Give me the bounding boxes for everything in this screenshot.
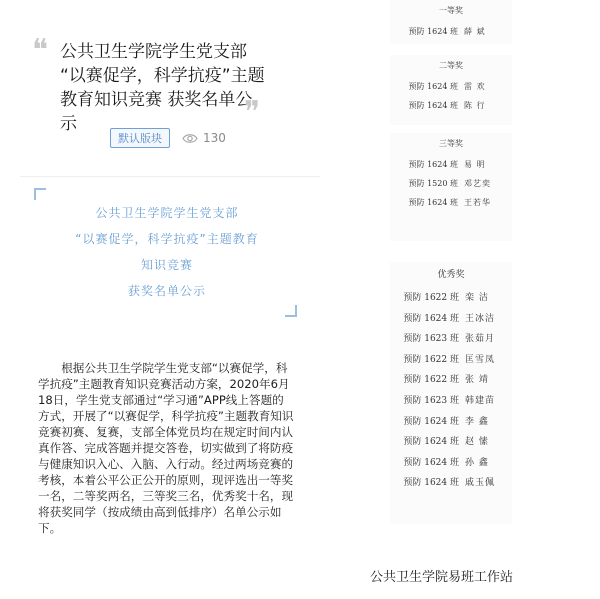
view-count: 130 — [203, 131, 226, 145]
winner-class: 预防 1624 班 — [403, 478, 459, 489]
award-section-first — [390, 0, 512, 44]
winner-class: 预防 1624 班 — [408, 101, 458, 110]
winner-class: 预防 1624 班 — [408, 82, 458, 91]
winner-row — [390, 350, 512, 371]
footer-signature: 公共卫生学院易班工作站 — [370, 570, 514, 585]
winner-class: 预防 1624 班 — [403, 437, 459, 448]
winner-class: 预防 1624 班 — [408, 27, 458, 36]
article-title: 公共卫生学院学生党支部 “以赛促学，科学抗疫”主题教育知识竞赛 获奖名单公示 — [60, 42, 265, 134]
open-quote-mark: ❝ — [32, 33, 49, 68]
column-badge[interactable]: 默认版块 — [110, 128, 170, 148]
poster-corner-bottom-right — [285, 305, 297, 317]
poster-title-block — [40, 200, 294, 304]
poster-line: 知识竞赛 — [140, 258, 193, 272]
winner-row — [390, 391, 512, 412]
winner-name: 邓艺奕 — [464, 179, 491, 188]
winner-name: 赵 愫 — [465, 437, 489, 448]
winner-row — [390, 22, 512, 41]
winner-name: 李 鑫 — [465, 416, 489, 427]
winner-name: 匡雪凤 — [465, 354, 496, 365]
award-title: 优秀奖 — [437, 270, 465, 280]
winner-class: 预防 1624 班 — [403, 416, 459, 427]
winner-row — [390, 155, 512, 174]
winner-class: 预防 1622 班 — [403, 293, 459, 303]
winner-row — [390, 412, 512, 433]
winner-name: 易 明 — [464, 160, 486, 169]
winner-class: 预防 1623 班 — [403, 334, 459, 345]
winner-name: 雷 欢 — [464, 82, 486, 91]
header-divider — [20, 176, 320, 177]
winner-row — [390, 309, 512, 330]
winner-row — [390, 96, 512, 115]
poster-line: “以赛促学，科学抗疫”主题教育 — [75, 232, 259, 246]
winner-class: 预防 1624 班 — [403, 457, 459, 468]
winner-class: 预防 1622 班 — [403, 375, 459, 386]
award-section-excellence — [390, 262, 512, 524]
winner-class: 预防 1624 班 — [408, 160, 458, 169]
award-section-second — [390, 55, 512, 125]
award-title: 二等奖 — [439, 61, 463, 70]
winner-name: 薛 斌 — [464, 27, 486, 36]
winner-row — [390, 77, 512, 96]
poster-line: 公共卫生学院学生党支部 — [95, 206, 239, 220]
winner-row — [390, 473, 512, 494]
winner-class: 预防 1623 班 — [403, 395, 459, 406]
winner-class: 预防 1624 班 — [403, 313, 459, 324]
winner-name: 栾 洁 — [465, 293, 489, 303]
close-quote-mark: ❞ — [244, 95, 261, 130]
winner-name: 张茹月 — [465, 334, 496, 345]
winner-name: 王冰洁 — [465, 313, 496, 324]
winner-class: 预防 1520 班 — [408, 179, 458, 188]
winner-name: 孙 鑫 — [465, 457, 489, 468]
winner-row — [390, 370, 512, 391]
winner-row — [390, 453, 512, 474]
winner-row — [390, 432, 512, 453]
winner-row — [390, 174, 512, 193]
winner-name: 张 靖 — [465, 375, 489, 386]
winner-class: 预防 1624 班 — [408, 198, 458, 207]
winner-name: 王若华 — [464, 198, 491, 207]
award-title: 一等奖 — [439, 6, 463, 15]
poster-line: 获奖名单公示 — [127, 284, 206, 298]
winner-row — [390, 288, 512, 309]
winner-row — [390, 329, 512, 350]
winner-name: 陈 行 — [464, 101, 486, 110]
winner-row — [390, 193, 512, 212]
announcement-paragraph: 根据公共卫生学院学生党支部“以赛促学，科学抗疫”主题教育知识竞赛活动方案，2020年6月18日，学生党支部通过“学习通”APP线上答题的方式，开展了“以赛促学，科学抗疫”主题教育知识竞赛初赛、复赛，支部全体党员均在规定时间内认真作答、完成答题并提交答卷，切实做到了将防疫与健康知识入心、入脑、入行动。经过两场竞赛的考核，本着公平公正公开的原则，现评选出一等奖一名，二等奖两名，三等奖三名，优秀奖十名，现将获奖同学（按成绩由高到低排序）名单公示如下。 — [38, 361, 294, 535]
award-title: 三等奖 — [439, 139, 463, 148]
article-meta — [110, 128, 226, 148]
eye-icon — [182, 133, 198, 144]
award-section-third — [390, 133, 512, 241]
winner-name: 韩建苗 — [465, 395, 496, 406]
winner-name: 戚玉佩 — [465, 478, 496, 489]
winner-class: 预防 1622 班 — [403, 354, 459, 365]
poster-corner-top-left — [34, 188, 46, 200]
